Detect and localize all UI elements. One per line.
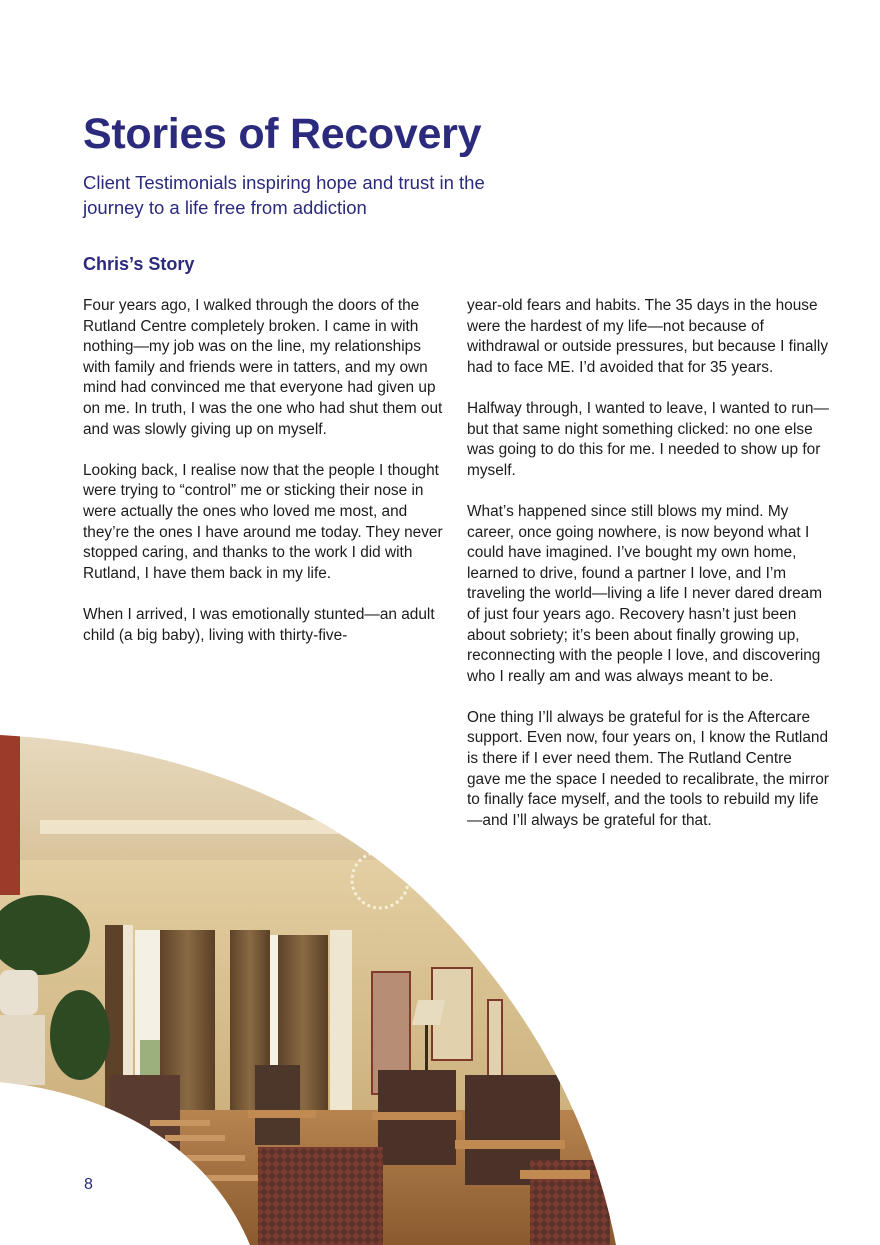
story-left-column: [83, 296, 443, 667]
story-paragraph: One thing I’ll always be grateful for is the Aftercare support. Even now, four years on, I know the Rutland is there if I ever need them. The Rutland Centre gave me the space I needed to recalibrate, the mirror to finally face myself, and the tools to rebuild my life—and I’ll always be grateful for that.: [467, 708, 829, 829]
story-paragraph: Looking back, I realise now that the people I thought were trying to “control” me or sticking their nose in were actually the ones who loved me most, and they’re the ones I have around me today. They never stopped caring, and thanks to the work I did with Rutland, I have them back in my life.: [83, 461, 443, 582]
story-paragraph: What’s happened since still blows my mind. My career, once going nowhere, is now beyond what I could have imagined. I’ve bought my own home, learned to drive, found a partner I love, and I’m traveling the world—living a life I never dared dream of just four years ago. Recovery hasn’t just been about sobriety; it’s been about finally growing up, reconnecting with the people I love, and discovering who I really am and was always meant to be.: [467, 502, 823, 685]
lounge-photo: [0, 720, 640, 1245]
story-paragraph: Four years ago, I walked through the doors of the Rutland Centre completely broken. I came in with nothing—my job was on the line, my relationships with family and friends were in tatters, and my own mind had convinced me that everyone had given up on me. In truth, I was the one who had shut them out and was slowly giving up on myself.: [83, 297, 443, 438]
story-paragraph: year-old fears and habits. The 35 days in the house were the hardest of my life—not because of withdrawal or outside pressures, but because I finally had to face ME. I’d avoided that for 35 years.: [467, 297, 829, 376]
story-paragraph: Halfway through, I wanted to leave, I wanted to run—but that same night something clicked: no one else was going to do this for me. I needed to show up for myself.: [467, 399, 829, 479]
story-paragraph: When I arrived, I was emotionally stunted—an adult child (a big baby), living with thirty-five-: [83, 605, 435, 644]
page-number: 8: [84, 1176, 93, 1193]
page-subtitle: Client Testimonials inspiring hope and trust in the journey to a life free from addiction: [83, 172, 485, 218]
story-heading: Chris’s Story: [83, 254, 195, 274]
page-title: Stories of Recovery: [83, 110, 482, 158]
